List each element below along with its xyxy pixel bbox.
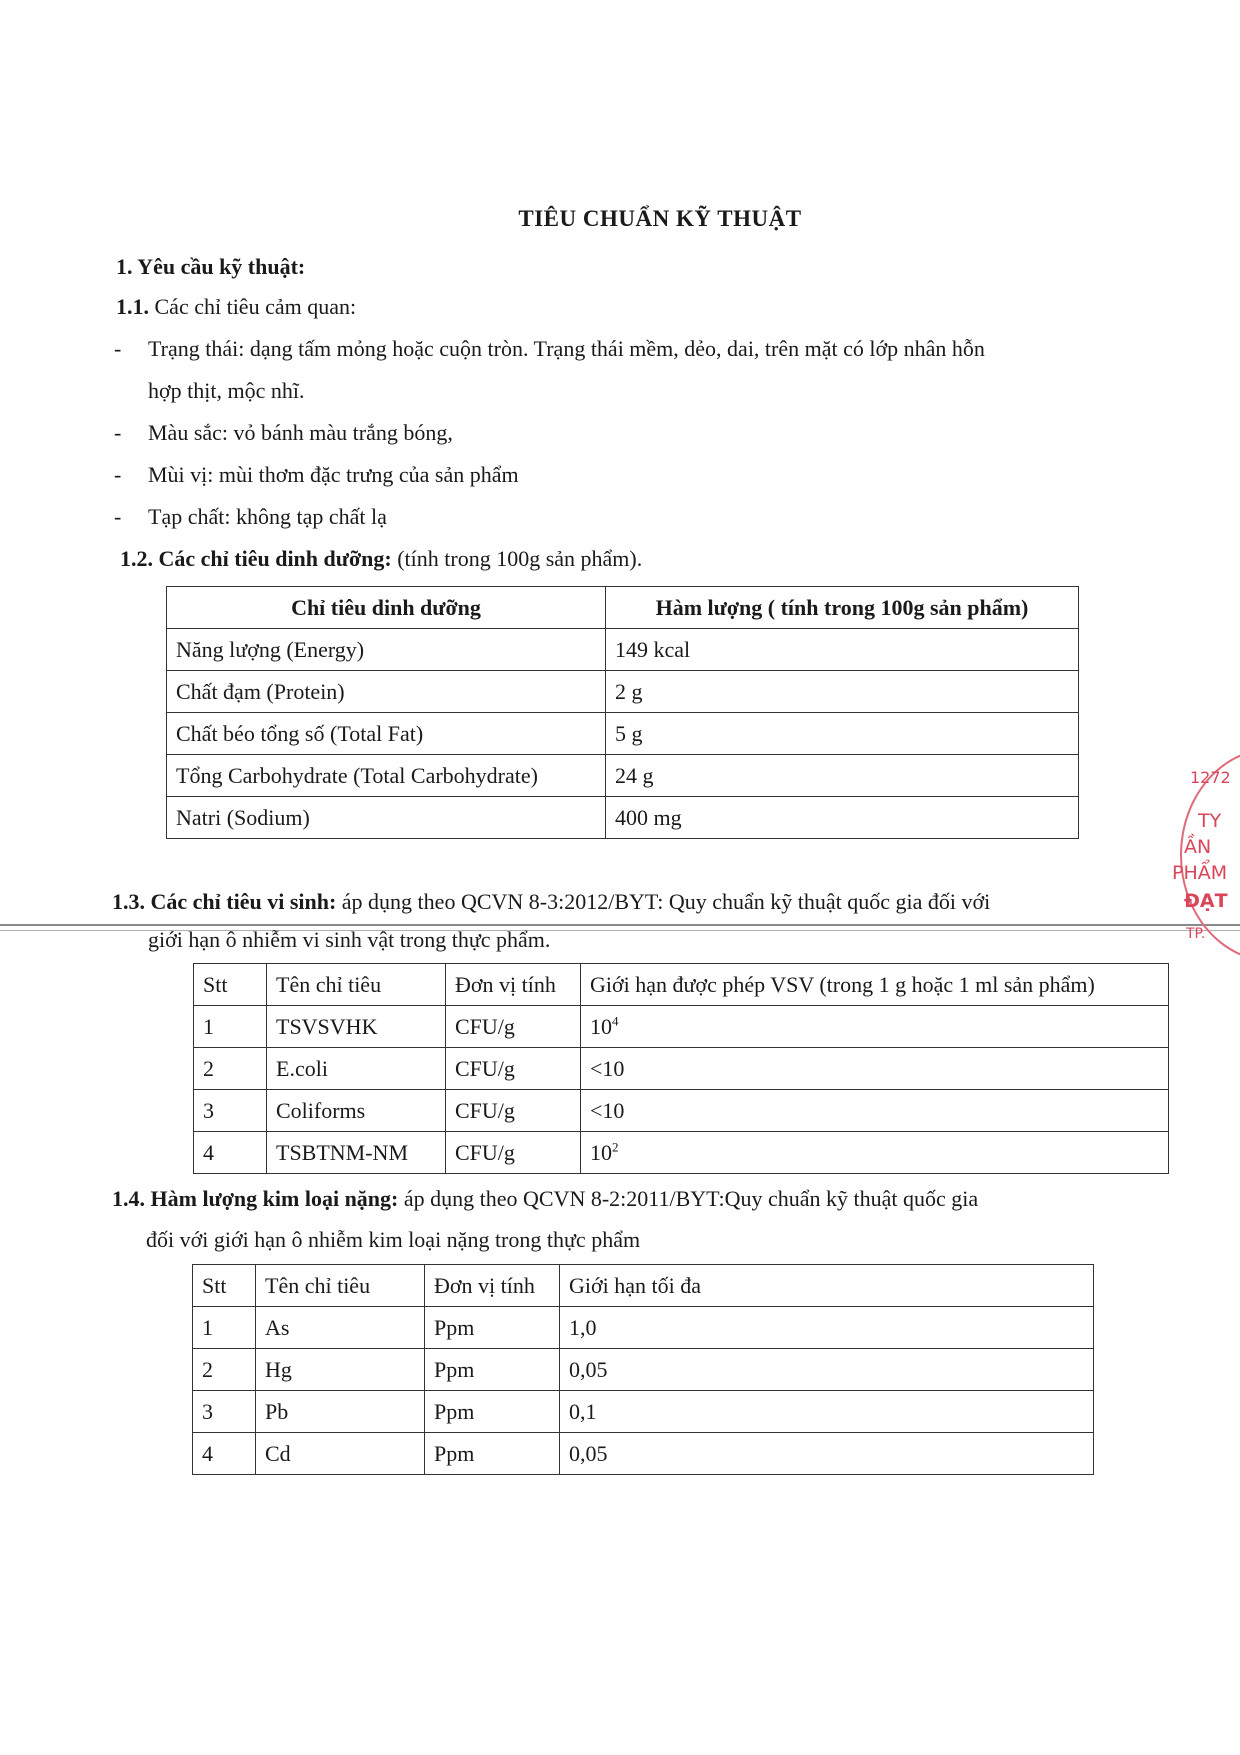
section-1-4-text-continued: đối với giới hạn ô nhiễm kim loại nặng trong thực phẩm [146,1227,641,1252]
table-row [194,1048,1169,1090]
table-row [194,1132,1169,1174]
table-cell: 4 [193,1433,256,1475]
table-cell: 0,05 [560,1433,1094,1475]
table-header-cell: Chỉ tiêu dinh dưỡng [167,587,606,629]
dash-bullet: - [114,462,122,487]
table-header-cell: Đơn vị tính [425,1265,560,1307]
table-cell: As [256,1307,425,1349]
list-item-text: Mùi vị: mùi thơm đặc trưng của sản phẩm [148,462,519,487]
table-header-row [194,964,1169,1006]
table-cell: TSBTNM-NM [267,1132,446,1174]
section-1-1-number: 1.1. [116,294,149,319]
table-cell: Ppm [425,1433,560,1475]
table-header-row [167,587,1079,629]
section-1-3-heading [112,888,990,916]
table-cell: E.coli [267,1048,446,1090]
section-1-4-text: áp dụng theo QCVN 8-2:2011/BYT:Quy chuẩn kỹ thuật quốc gia [398,1186,979,1211]
table-cell: 1,0 [560,1307,1094,1349]
dash-bullet: - [114,504,122,529]
table-header-cell: Stt [194,964,267,1006]
table-header-cell: Hàm lượng ( tính trong 100g sản phẩm) [606,587,1079,629]
list-item [114,461,519,489]
dash-bullet: - [114,336,122,361]
table-header-cell: Giới hạn được phép VSV (trong 1 g hoặc 1 ml sản phẩm) [581,964,1169,1006]
table-cell: CFU/g [446,1048,581,1090]
section-1-4-heading [112,1185,978,1213]
dash-bullet: - [114,420,122,445]
stamp-text: TP. [1186,926,1206,942]
limit-value: 10 [590,1139,612,1165]
table-row [194,1006,1169,1048]
limit-exponent: 4 [612,1013,619,1029]
table-cell: 2 [193,1349,256,1391]
table-cell: CFU/g [446,1132,581,1174]
limit-exponent: 2 [612,1139,619,1155]
list-item-text: Trạng thái: dạng tấm mỏng hoặc cuộn tròn. Trạng thái mềm, dẻo, dai, trên mặt có lớp nhân hỗn [148,336,985,361]
stamp-text: ẦN [1184,836,1212,858]
section-1-2-title: 1.2. Các chỉ tiêu dinh dưỡng: [120,546,392,571]
table-cell: Cd [256,1433,425,1475]
table-cell: 0,1 [560,1391,1094,1433]
table-cell: 5 g [606,713,1079,755]
table-cell: Chất béo tổng số (Total Fat) [167,713,606,755]
table-row [193,1307,1094,1349]
stamp-text: 1272 [1190,768,1231,787]
section-1-2-heading [120,545,642,573]
table-row [193,1349,1094,1391]
table-cell: Natri (Sodium) [167,797,606,839]
table-cell: Ppm [425,1349,560,1391]
list-item-text: Màu sắc: vỏ bánh màu trắng bóng, [148,420,453,445]
table-cell: 4 [194,1132,267,1174]
list-item [114,419,453,447]
table-cell: 3 [193,1391,256,1433]
table-cell: Ppm [425,1391,560,1433]
table-cell: TSVSVHK [267,1006,446,1048]
section-1-3-text-continued: giới hạn ô nhiễm vi sinh vật trong thực phẩm. [148,927,551,952]
table-header-cell: Tên chỉ tiêu [256,1265,425,1307]
table-cell [581,1006,1169,1048]
table-cell: Hg [256,1349,425,1391]
microbiology-table [193,963,1169,1174]
section-1-heading: 1. Yêu cầu kỹ thuật: [116,254,306,279]
table-cell: Ppm [425,1307,560,1349]
table-cell: 1 [193,1307,256,1349]
limit-value: 10 [590,1013,612,1039]
table-cell: Pb [256,1391,425,1433]
list-item [114,335,985,363]
table-row [194,1090,1169,1132]
table-cell: Năng lượng (Energy) [167,629,606,671]
table-cell: CFU/g [446,1090,581,1132]
table-header-row [193,1265,1094,1307]
section-1-4-title: 1.4. Hàm lượng kim loại nặng: [112,1186,399,1211]
section-1-3-text: áp dụng theo QCVN 8-3:2012/BYT: Quy chuẩn kỹ thuật quốc gia đối với [336,889,991,914]
section-1-1-heading [116,293,356,321]
nutrition-table [166,586,1079,839]
section-1-2-note: (tính trong 100g sản phẩm). [391,546,643,571]
stamp-text: ĐẠT [1184,890,1228,912]
list-item-text: Tạp chất: không tạp chất lạ [148,504,387,529]
table-row [167,629,1079,671]
table-cell: 24 g [606,755,1079,797]
list-item-continuation: hợp thịt, mộc nhĩ. [148,378,305,403]
table-header-cell: Stt [193,1265,256,1307]
list-item [114,503,387,531]
table-cell [581,1132,1169,1174]
table-row [167,755,1079,797]
table-cell: Tổng Carbohydrate (Total Carbohydrate) [167,755,606,797]
table-cell: Coliforms [267,1090,446,1132]
table-cell: 2 g [606,671,1079,713]
table-row [193,1433,1094,1475]
table-header-cell: Giới hạn tối đa [560,1265,1094,1307]
stamp-text: TY [1198,810,1222,832]
company-seal-stamp [1172,748,1240,968]
table-row [167,797,1079,839]
table-header-cell: Đơn vị tính [446,964,581,1006]
table-row [193,1391,1094,1433]
table-cell: <10 [581,1090,1169,1132]
heavy-metals-table [192,1264,1094,1475]
table-cell: CFU/g [446,1006,581,1048]
table-header-cell: Tên chỉ tiêu [267,964,446,1006]
document-title: TIÊU CHUẨN KỸ THUẬT [518,206,802,231]
table-cell: 149 kcal [606,629,1079,671]
table-cell: <10 [581,1048,1169,1090]
table-cell: 2 [194,1048,267,1090]
section-1-1-title: Các chỉ tiêu cảm quan: [149,294,357,319]
stamp-text: PHẨM [1172,862,1228,884]
table-row [167,713,1079,755]
table-cell: 1 [194,1006,267,1048]
table-row [167,671,1079,713]
table-cell: 0,05 [560,1349,1094,1391]
section-1-3-title: 1.3. Các chỉ tiêu vi sinh: [112,889,337,914]
table-cell: Chất đạm (Protein) [167,671,606,713]
table-cell: 3 [194,1090,267,1132]
table-cell: 400 mg [606,797,1079,839]
